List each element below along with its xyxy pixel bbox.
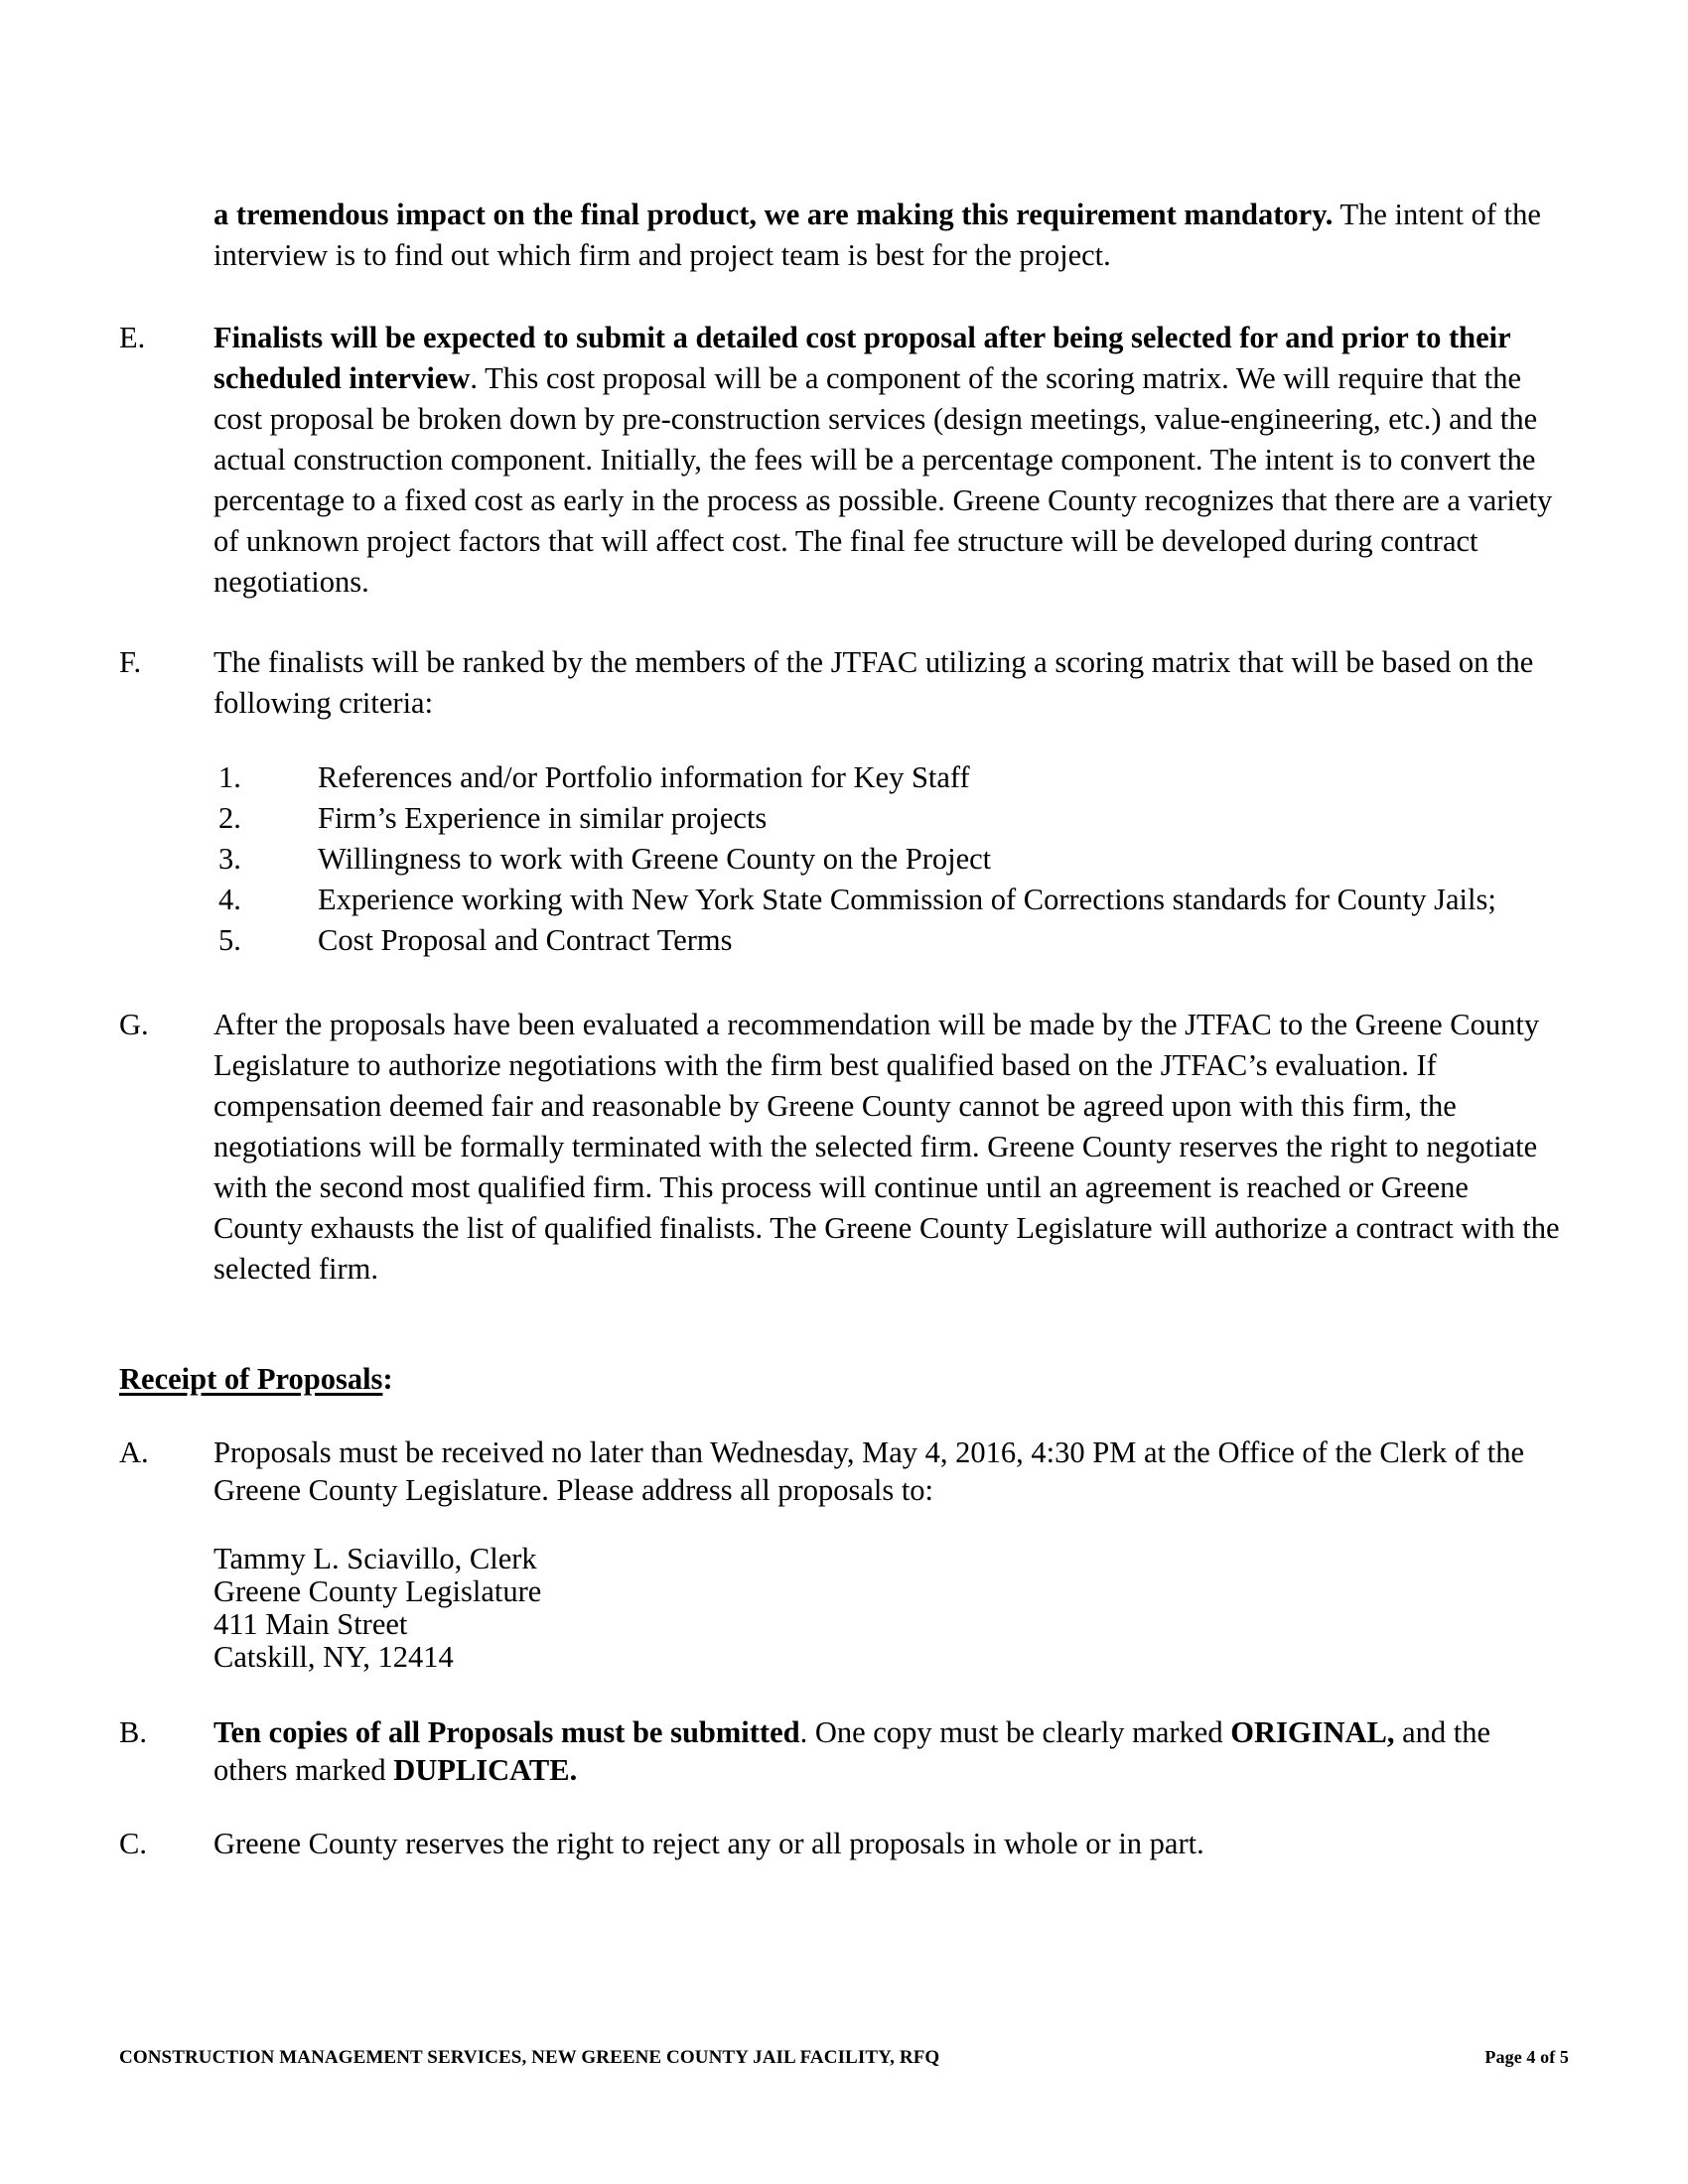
- spacer: [119, 961, 1564, 1005]
- criteria-number: 4.: [218, 883, 241, 916]
- lettered-item-g-body: After the proposals have been evaluated a recommendation will be made by the JTFAC to the Greene County Legislature to authorize negotiations with the firm best qualified based on the JTFAC’s evaluation. If compensation deemed fair and reasonable by Greene County cannot be agreed upon with this firm, the negotiations will be formally terminated with the selected firm. Greene County reserves the right to negotiate with the second most qualified firm. This process will continue until an agreement is reached or Greene County exhausts the list of qualified finalists. The Greene County Legislature will authorize a contract with the selected firm.: [213, 1008, 1560, 1286]
- lettered-item-e-rest: . This cost proposal will be a component of the scoring matrix. We will require that the cost proposal be broken down by pre-construction services (design meetings, value-engineering, etc.) and the actual construction component. Initially, the fees will be a percentage component. The intent is to convert the percentage to a fixed cost as early in the process as possible. Greene County recognizes that there are a variety of unknown project factors that will affect cost. The final fee structure will be developed during contract negotiations.: [213, 361, 1553, 599]
- receipt-item-c: [119, 1825, 1564, 1862]
- lettered-item-f: [119, 642, 1564, 724]
- lettered-item-e-label: E.: [119, 321, 146, 354]
- section-heading-underlined-text: Receipt of Proposals: [119, 1362, 383, 1396]
- criteria-number: 3.: [218, 842, 241, 876]
- spacer: [119, 1290, 1564, 1359]
- criteria-number: 2.: [218, 801, 241, 835]
- footer-title: CONSTRUCTION MANAGEMENT SERVICES, NEW GREENE COUNTY JAIL FACILITY, RFQ: [119, 2047, 940, 2068]
- lettered-item-e-body: [213, 318, 1564, 603]
- receipt-item-c-body: Greene County reserves the right to reject any or all proposals in whole or in part.: [213, 1827, 1204, 1860]
- receipt-heading-row: [119, 1359, 1564, 1433]
- address-line: Greene County Legislature: [213, 1574, 542, 1608]
- receipt-item-b: [119, 1713, 1564, 1789]
- continued-paragraph: [213, 195, 1564, 276]
- criteria-list-item: [218, 757, 1564, 798]
- receipt-item-c-label: C.: [119, 1827, 147, 1860]
- address-line: Tammy L. Sciavillo, Clerk: [213, 1542, 537, 1575]
- criteria-list: [218, 757, 1564, 961]
- section-heading-receipt-of-proposals: [119, 1359, 393, 1400]
- criteria-text: References and/or Portfolio information for Key Staff: [318, 760, 970, 794]
- receipt-item-b-label: B.: [119, 1715, 147, 1749]
- criteria-text: Experience working with New York State Commission of Corrections standards for County Jails;: [318, 883, 1496, 916]
- address-line: Catskill, NY, 12414: [213, 1640, 454, 1674]
- criteria-list-item: [218, 880, 1564, 920]
- page-footer: [119, 2047, 1569, 2069]
- continued-paragraph-rest: The intent of the interview is to find out which firm and project team is best for the project.: [213, 198, 1541, 272]
- receipt-item-b-duplicate: DUPLICATE.: [393, 1753, 578, 1787]
- criteria-number: 1.: [218, 760, 241, 794]
- receipt-item-b-mid: . One copy must be clearly marked: [799, 1715, 1231, 1749]
- lettered-item-g: [119, 1005, 1564, 1290]
- receipt-item-b-bold-lead: Ten copies of all Proposals must be submitted: [213, 1715, 800, 1749]
- lettered-item-g-label: G.: [119, 1008, 149, 1041]
- criteria-list-item: [218, 798, 1564, 839]
- criteria-number: 5.: [218, 923, 241, 957]
- lettered-item-e: [119, 318, 1564, 603]
- criteria-text: Cost Proposal and Contract Terms: [318, 923, 733, 957]
- lettered-item-f-label: F.: [119, 645, 142, 679]
- criteria-list-item: [218, 839, 1564, 880]
- lettered-item-e-bold-lead: Finalists will be expected to submit a detailed cost proposal after being selected for and prior to their scheduled interview: [213, 321, 1511, 395]
- receipt-item-a-label: A.: [119, 1435, 149, 1469]
- receipt-item-b-body: [213, 1713, 1564, 1789]
- receipt-item-b-original: ORIGINAL,: [1230, 1715, 1395, 1749]
- section-heading-colon: :: [382, 1362, 393, 1396]
- address-line: 411 Main Street: [213, 1607, 408, 1641]
- criteria-list-item: [218, 920, 1564, 961]
- receipt-item-b-mid2: and the others marked: [213, 1715, 1491, 1787]
- footer-page-number: Page 4 of 5: [1484, 2047, 1569, 2067]
- criteria-text: Willingness to work with Greene County on the Project: [318, 842, 992, 876]
- receipt-item-a-body: Proposals must be received no later than Wednesday, May 4, 2016, 4:30 PM at the Office of the Clerk of the Greene County Legislature. Please address all proposals to:: [213, 1435, 1525, 1507]
- mailing-address-block: [213, 1543, 1564, 1674]
- receipt-item-a: [119, 1433, 1564, 1509]
- criteria-text: Firm’s Experience in similar projects: [318, 801, 768, 835]
- continued-paragraph-bold-lead: a tremendous impact on the final product, we are making this requirement mandatory.: [213, 198, 1334, 231]
- lettered-item-f-body: The finalists will be ranked by the members of the JTFAC utilizing a scoring matrix that will be based on the following criteria:: [213, 645, 1534, 720]
- document-body: [119, 195, 1564, 1862]
